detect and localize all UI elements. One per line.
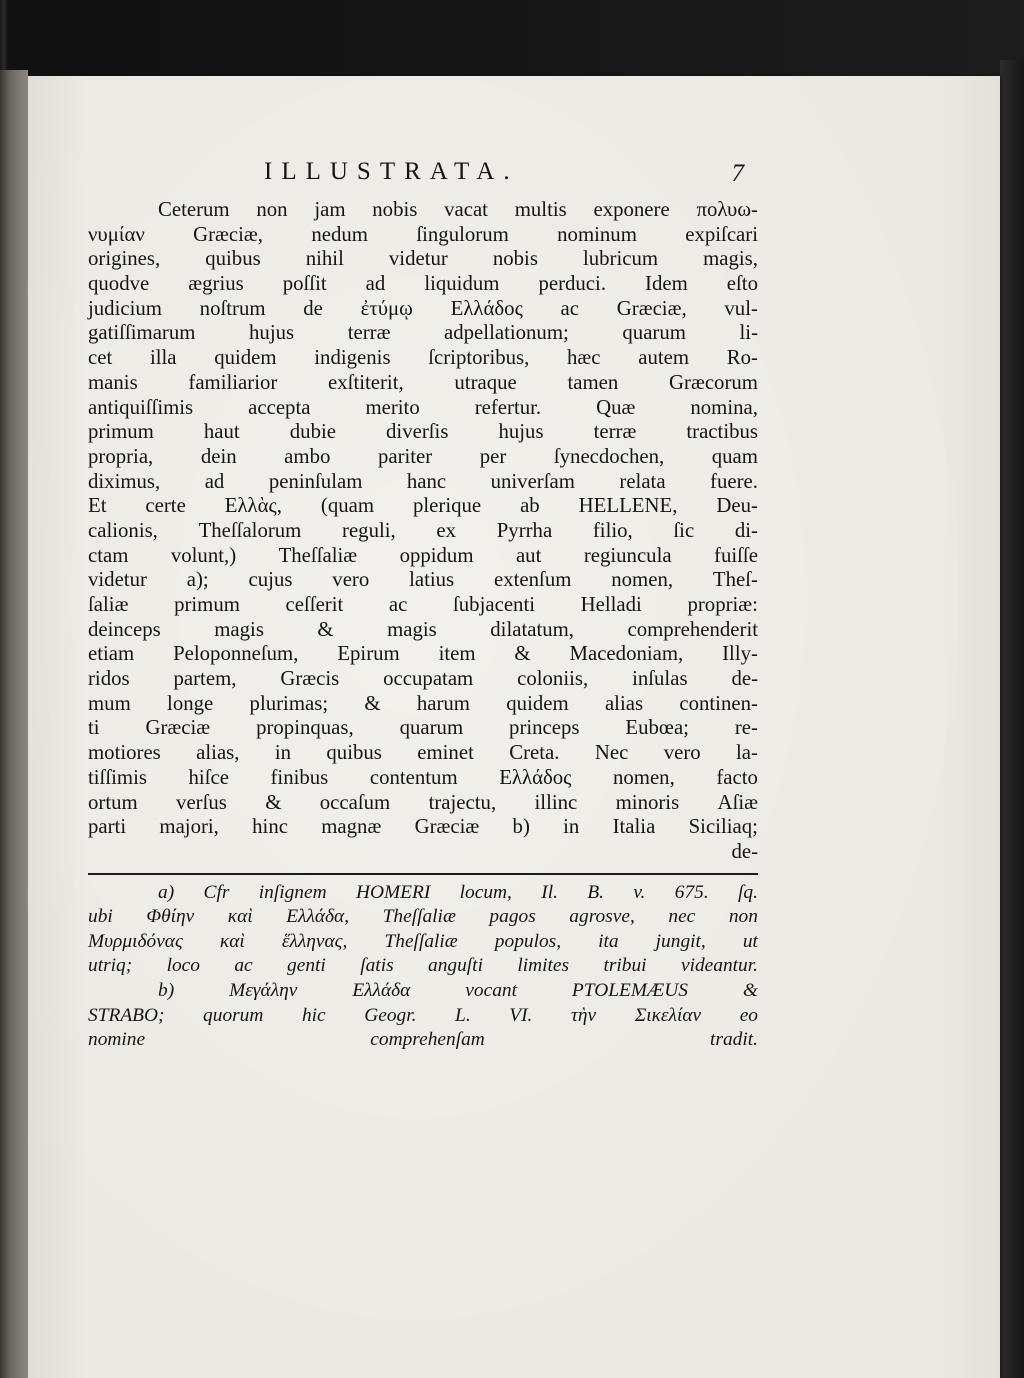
body-text-line: etiam Peloponneſum, Epirum item & Macedoniam, Illy-: [88, 642, 758, 666]
footnotes: [88, 881, 758, 1053]
body-text-line: Ceterum non jam nobis vacat multis exponere πολυω-: [158, 198, 758, 221]
body-text-line: propria, dein ambo pariter per ſynecdochen, quam: [88, 444, 758, 468]
book-page: [28, 76, 1000, 1378]
page-gutter-shadow: [0, 70, 28, 1378]
body-text-line: calionis, Theſſalorum reguli, ex Pyrrha filio, ſic di-: [88, 518, 758, 542]
body-text-line: manis familiarior exſtiterit, utraque tamen Græcorum: [88, 370, 758, 394]
footnote-line: ubi Φθίην καὶ Ελλάδα, Theſſaliæ pagos agrosve, nec non: [88, 906, 758, 928]
footnote-line: utriq; loco ac genti ſatis anguſti limites tribui videantur.: [88, 955, 758, 977]
body-text-line: tiſſimis hiſce finibus contentum Ελλάδος nomen, facto: [88, 765, 758, 789]
body-text-line: gatiſſimarum hujus terræ adpellationum; quarum li-: [88, 321, 758, 345]
body-text-line: deinceps magis & magis dilatatum, comprehenderit: [88, 617, 758, 641]
body-text-line: ridos partem, Græcis occupatam coloniis, inſulas de-: [88, 667, 758, 691]
body-text-line: ctam volunt,) Theſſaliæ oppidum aut regiuncula fuiſſe: [88, 543, 758, 567]
body-text-line: mum longe plurimas; & harum quidem alias continen-: [88, 691, 758, 715]
body-text-line: ortum verſus & occaſum trajectu, illinc minoris Aſiæ: [88, 790, 758, 814]
body-text-line: quodve ægrius poſſit ad liquidum perduci. Idem eſto: [88, 272, 758, 296]
footnote-line: a) Cfr inſignem HOMERI locum, Il. B. v. 675. ſq.: [158, 881, 758, 903]
body-text-line: ſaliæ primum ceſſerit ac ſubjacenti Helladi propriæ:: [88, 593, 758, 616]
body-text-line: motiores alias, in quibus eminet Creta. Nec vero la-: [88, 741, 758, 765]
scan-background-edge: [1000, 60, 1024, 1378]
running-head: [88, 158, 758, 194]
body-text: [88, 198, 758, 865]
body-text-line: cet illa quidem indigenis ſcriptoribus, hæc autem Ro-: [88, 346, 758, 370]
body-text-line: parti majori, hinc magnæ Græciæ b) in Italia Siciliaq;: [88, 815, 758, 839]
footnote-line: Μυρμιδόνας καὶ ἕλληνας, Theſſaliæ populos, ita jungit, ut: [88, 930, 758, 952]
footnote-line: nomine comprehenſam tradit.: [88, 1029, 758, 1051]
body-text-line: videtur a); cujus vero latius extenſum nomen, Theſ-: [88, 568, 758, 592]
body-text-line: antiquiſſimis accepta merito refertur. Quæ nomina,: [88, 395, 758, 419]
body-text-line: Et certe Ελλὰς, (quam plerique ab HELLENE, Deu-: [88, 494, 758, 518]
page-number: 7: [731, 160, 744, 187]
footnote-line: STRABO; quorum hic Geogr. L. VI. τὴν Σικελίαν eo: [88, 1004, 758, 1026]
body-text-line: νυμίαν Græciæ, nedum ſingulorum nominum expiſcari: [88, 222, 758, 246]
body-text-line: origines, quibus nihil videtur nobis lubricum magis,: [88, 247, 758, 271]
body-text-line: primum haut dubie diverſis hujus terræ tractibus: [88, 420, 758, 444]
footnote-rule: [88, 873, 758, 875]
body-text-line: ti Græciæ propinquas, quarum princeps Eubœa; re-: [88, 716, 758, 740]
body-text-line: judicium noſtrum de ἐτύμῳ Ελλάδος ac Græciæ, vul-: [88, 296, 758, 320]
body-text-line: de-: [731, 839, 758, 863]
body-text-line: diximus, ad peninſulam hanc univerſam relata fuere.: [88, 469, 758, 493]
text-block: [88, 158, 758, 1053]
footnote-line: b) Μεγάλην Ελλάδα vocant PTOLEMÆUS &: [158, 979, 758, 1001]
running-title: ILLUSTRATA.: [264, 158, 519, 185]
